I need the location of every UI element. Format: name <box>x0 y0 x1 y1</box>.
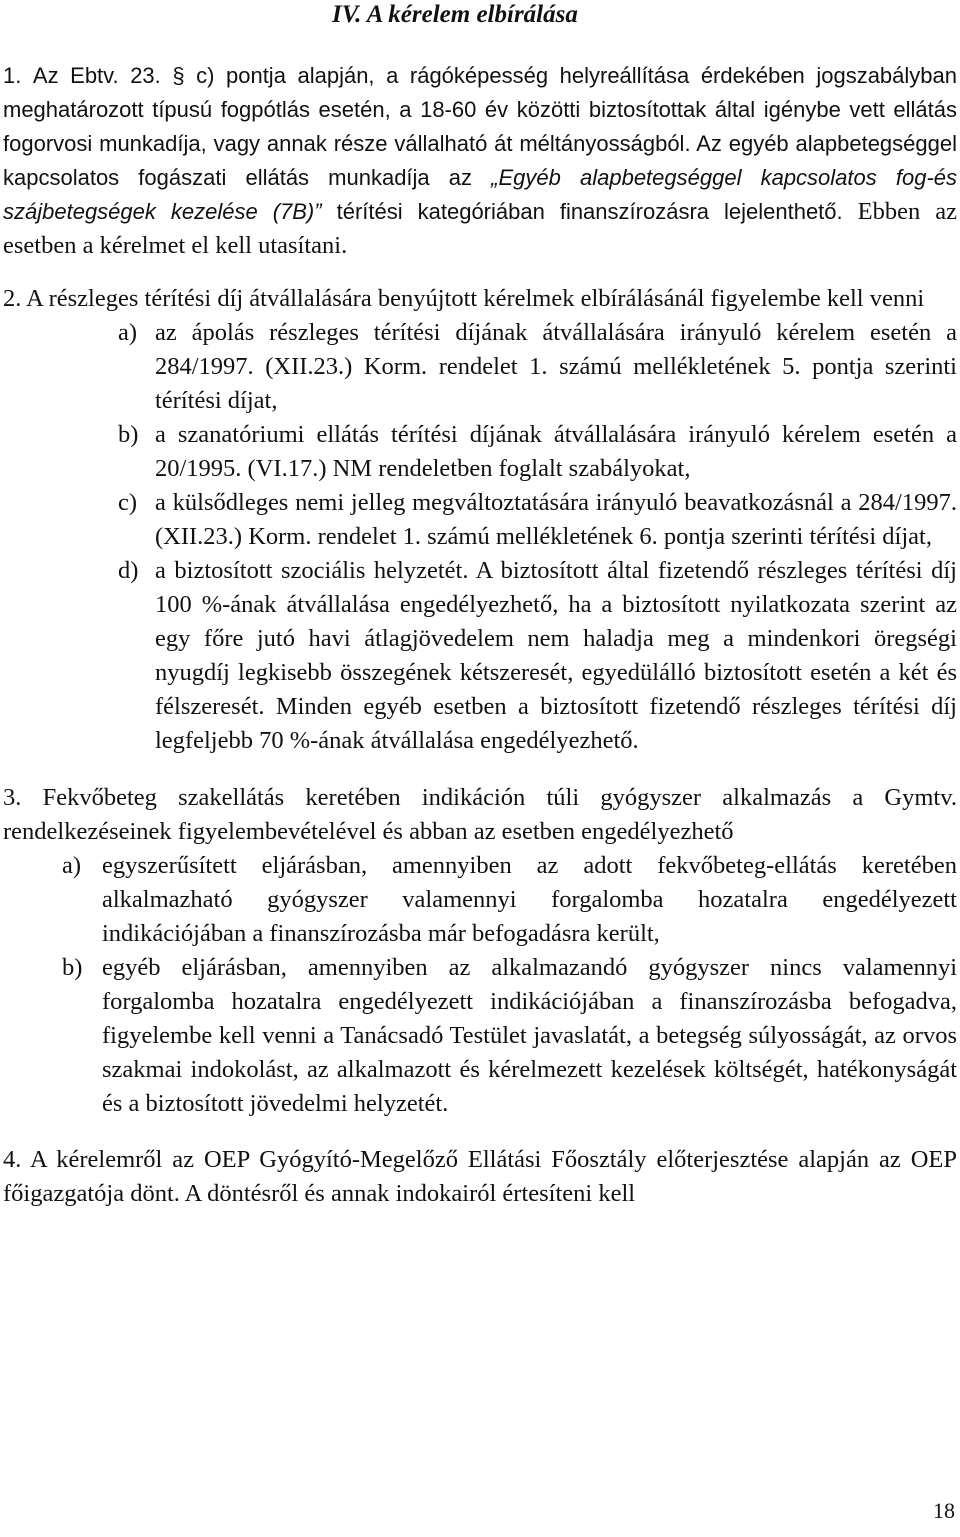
section-title: IV. A kérelem elbírálása <box>332 1 578 28</box>
list-item <box>3 316 957 418</box>
paragraph-1 <box>3 59 957 263</box>
list-item-text: az ápolás részleges térítési díjának átvállalására irányuló kérelem esetén a 284/1997. (XII.23.) Korm. rendelet 1. számú mellékletének 5. pontja szerinti térítési díjat, <box>155 319 957 414</box>
paragraph-3-intro: 3. Fekvőbeteg szakellátás keretében indikáción túli gyógyszer alkalmazás a Gymtv. rendelkezéseinek figyelembevételével és abban az esetben engedélyezhető <box>3 784 957 845</box>
list-item-text: egyéb eljárásban, amennyiben az alkalmazandó gyógyszer nincs valamennyi forgalomba hozatalra engedélyezett indikációjában a finanszírozásba befogadva, figyelembe kell venni a Tanácsadó Testület javaslatát, a betegség súlyosságát, az orvos szakmai indokolást, az alkalmazott és kérelmezett kezelések költségét, hatékonyságát és a biztosított jövedelmi helyzetét. <box>102 954 957 1117</box>
list-item-label: d) <box>118 557 139 584</box>
list-item-label: b) <box>62 954 83 981</box>
list-item-label: b) <box>118 421 139 448</box>
list-item-text: a biztosított szociális helyzetét. A biztosított által fizetendő részleges térítési díj 100 %-ának átvállalása engedélyezhető, ha a biztosított nyilatkozata szerint az egy főre jutó havi átlagjövedelem nem haladja meg a mindenkori öregségi nyugdíj legkisebb összegének kétszeresét, egyedülálló biztosított esetén a két és félszeresét. Minden egyéb esetben a biztosított fizetendő részleges térítési díj legfeljebb 70 %-ának átvállalása engedélyezhető. <box>155 557 957 754</box>
list-item <box>3 554 957 758</box>
list-item-text: a külsődleges nemi jelleg megváltoztatására irányuló beavatkozásnál a 284/1997. (XII.23.) Korm. rendelet 1. számú mellékletének 6. pontja szerinti térítési díjat, <box>155 489 957 550</box>
list-item <box>3 951 957 1121</box>
list-item-label: c) <box>118 489 138 516</box>
paragraph-2-intro: 2. A részleges térítési díj átvállalására benyújtott kérelmek elbírálásánál figyelembe kell venni <box>3 285 925 312</box>
paragraph-1-serif: Ebben az esetben a kérelmet el kell utasítani. <box>3 198 958 259</box>
list-item-label: a) <box>118 319 138 346</box>
page-number: 18 <box>933 1498 955 1523</box>
list-item-text: egyszerűsített eljárásban, amennyiben az adott fekvőbeteg-ellátás keretében alkalmazható gyógyszer valamennyi forgalomba hozatalra engedélyezett indikációjában a finanszírozásba már befogadásra került, <box>102 852 957 947</box>
list-item <box>3 849 957 951</box>
paragraph-1-italic: „Egyéb alapbetegséggel kapcsolatos fog-és szájbetegségek kezelése (7B)” <box>3 165 958 224</box>
list-item-text: a szanatóriumi ellátás térítési díjának átvállalására irányuló kérelem esetén a 20/1995. (VI.17.) NM rendeletben foglalt szabályokat, <box>155 421 957 482</box>
paragraph-1-text-2: térítési kategóriában finanszírozásra lejelenthető. <box>336 199 843 224</box>
list-item <box>3 418 957 486</box>
paragraph-4: 4. A kérelemről az OEP Gyógyító-Megelőző Ellátási Főosztály előterjesztése alapján az OEP főigazgatója dönt. A döntésről és annak indokairól értesíteni kell <box>3 1146 957 1207</box>
paragraph-1-number: 1. <box>3 63 22 88</box>
paragraph-3-list <box>3 849 957 1121</box>
list-item-label: a) <box>62 852 82 879</box>
paragraph-1-text: Az Ebtv. 23. § c) pontja alapján, a rágóképesség helyreállítása érdekében jogszabályban meghatározott típusú fogpótlás esetén, a 18-60 év közötti biztosítottak által igénybe vett ellátás fogorvosi munkadíja, vagy annak része vállalható át méltányosságból. Az egyéb alapbetegséggel kapcsolatos fogászati ellátás munkadíja az <box>3 63 957 190</box>
list-item <box>3 486 957 554</box>
paragraph-2-list <box>3 316 957 758</box>
